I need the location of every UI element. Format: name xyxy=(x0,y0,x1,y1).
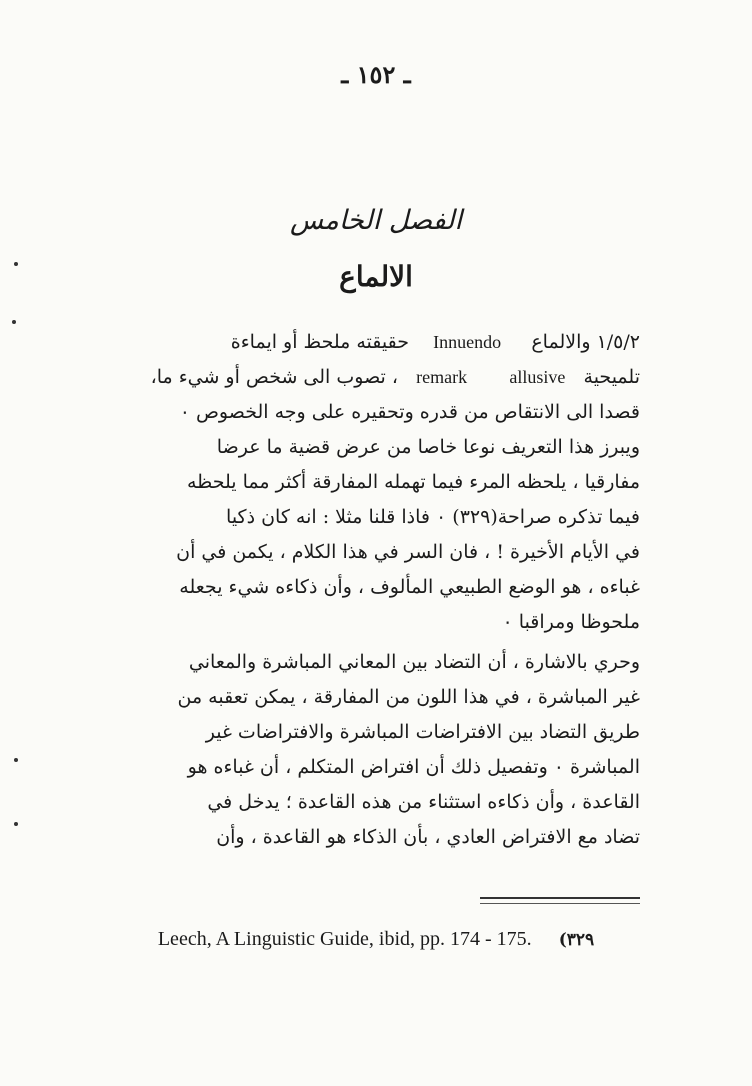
paragraph-line: تضاد مع الافتراض العادي ، بأن الذكاء هو القاعدة ، وأن xyxy=(216,826,640,848)
margin-speck xyxy=(14,262,18,266)
paragraph-line: غير المباشرة ، في هذا اللون من المفارقة ، يمكن تعقبه من xyxy=(177,686,640,708)
chapter-label: الفصل الخامس xyxy=(289,205,463,236)
paragraph-1 xyxy=(120,325,640,640)
english-term: Innuendo xyxy=(433,332,502,352)
footnote-divider xyxy=(480,897,640,899)
paragraph-line: غباءه ، هو الوضع الطبيعي المألوف ، وأن ذكاءه شيء يجعله xyxy=(179,576,640,598)
paragraph-line: المباشرة ٠ وتفصيل ذلك أن افتراض المتكلم ، أن غباءه هو xyxy=(187,756,640,778)
paragraph-line: طريق التضاد بين الافتراضات المباشرة والافتراضات غير xyxy=(205,721,640,743)
paragraph-2 xyxy=(120,645,640,855)
paragraph-text: تلميحية xyxy=(583,366,640,388)
paragraph-line: قصدا الى الانتقاص من قدره وتحقيره على وجه الخصوص ٠ xyxy=(179,401,640,423)
section-number-text: ١/٥/٢ والالماع xyxy=(531,331,640,353)
paragraph-line: القاعدة ، وأن ذكاءه استثناء من هذه القاعدة ؛ يدخل في xyxy=(207,791,640,813)
english-term: remark xyxy=(416,367,468,387)
footnote-number: (٣٢٩ xyxy=(558,930,595,950)
paragraph-line: فيما تذكره صراحة(٣٢٩) ٠ فاذا قلنا مثلا : انه كان ذكيا xyxy=(226,506,640,528)
chapter-title: الالماع xyxy=(339,260,413,293)
margin-speck xyxy=(14,758,18,762)
margin-speck xyxy=(14,822,18,826)
paragraph-text: حقيقته ملحظ أو ايماءة xyxy=(230,331,409,353)
margin-speck xyxy=(12,320,16,324)
footnote-divider xyxy=(480,903,640,904)
english-term: allusive xyxy=(509,367,566,387)
footnote xyxy=(0,928,752,951)
page-number: ـ ١٥٢ ـ xyxy=(341,60,411,89)
paragraph-text: ، تصوب الى شخص أو شيء ما، xyxy=(150,366,399,388)
paragraph-line: وحري بالاشارة ، أن التضاد بين المعاني المباشرة والمعاني xyxy=(188,651,640,673)
paragraph-line xyxy=(120,325,640,360)
paragraph-line: ويبرز هذا التعريف نوعا خاصا من عرض قضية ما عرضا xyxy=(216,436,640,458)
footnote-text: Leech, A Linguistic Guide, ibid, pp. 174 - 175. xyxy=(157,928,532,950)
paragraph-line: في الأيام الأخيرة ! ، فان السر في هذا الكلام ، يكمن في أن xyxy=(176,541,640,563)
paragraph-line: مفارقيا ، يلحظه المرء فيما تهمله المفارقة أكثر مما يلحظه xyxy=(186,471,640,493)
paragraph-line: ملحوظا ومراقبا ٠ xyxy=(502,611,640,633)
paragraph-line xyxy=(120,360,640,395)
